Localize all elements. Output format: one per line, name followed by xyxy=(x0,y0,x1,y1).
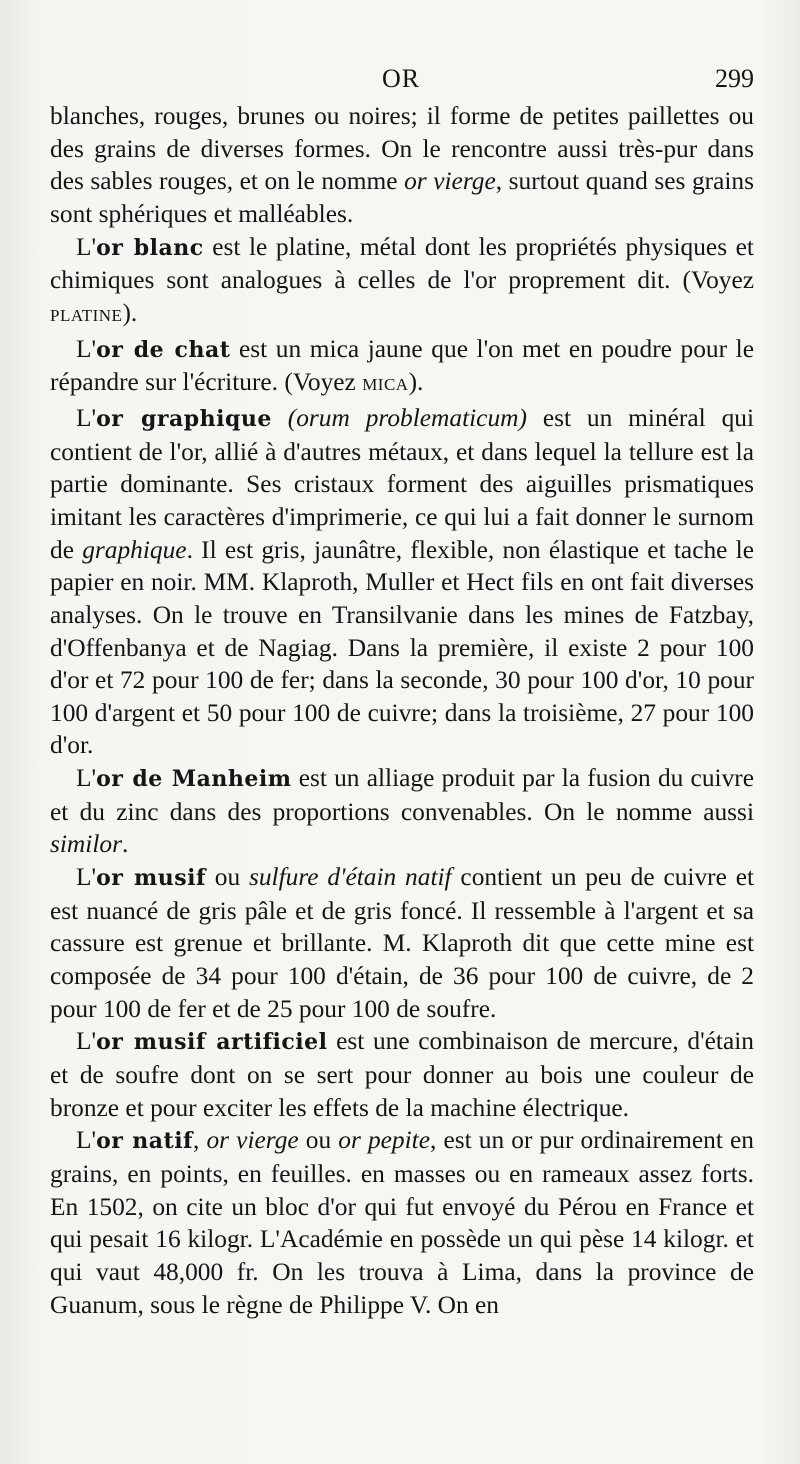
entry-term: or graphique xyxy=(96,405,272,432)
text-run xyxy=(272,404,288,432)
running-head: OR xyxy=(381,64,421,93)
body-text xyxy=(50,100,754,1321)
text-run: L' xyxy=(76,1126,97,1155)
paragraph-p4 xyxy=(50,762,754,861)
text-run: est un alliage produit par la fusion du cuivre et du zinc dans des proportions convenables. On le nomme aussi xyxy=(50,764,754,826)
text-run: ou xyxy=(298,1126,339,1155)
italic-text: or pepite xyxy=(338,1126,431,1155)
entry-term: or musif xyxy=(96,865,206,892)
paragraph-p7 xyxy=(50,1124,754,1321)
text-run: ou xyxy=(205,863,249,892)
paragraph-p2 xyxy=(50,333,754,402)
text-run: est une combinaison de mercure, d'étain et de soufre dont on se sert pour donner au bois une couleur de bronze et pour exciter les effets de la machine électrique. xyxy=(50,1027,754,1122)
cross-reference: MICA xyxy=(362,375,409,395)
text-run: L' xyxy=(76,403,97,432)
text-run: , surtout quand ses grains sont sphériques et malléables. xyxy=(50,167,755,228)
text-run: L' xyxy=(76,863,97,892)
paragraph-p0 xyxy=(50,100,754,231)
text-run: . xyxy=(121,830,129,859)
paragraph-p3 xyxy=(50,402,754,762)
italic-text: similor xyxy=(50,830,122,859)
paragraph-p5 xyxy=(50,861,754,1025)
paragraph-p6 xyxy=(50,1025,754,1124)
text-run: . Il est gris, jaunâtre, flexible, non élastique et tache le papier en noir. MM. Klaproth, Muller et Hect fils en ont fait diverses analyses. On le trouve en Transilvanie dans les mines de Fatzbay, d'Offenbanya et de Nagiag. Dans la première, il existe 2 pour 100 d'or et 72 pour 100 de fer; dans la seconde, 30 pour 100 d'or, 10 pour 100 d'argent et 50 pour 100 de cuivre; dans la troisième, 27 pour 100 d'or. xyxy=(50,535,754,760)
text-run: contient un peu de cuivre et est nuancé de gris pâle et de gris foncé. Il ressemble à l'argent et sa cassure est grenue et brillante. M. Klaproth dit que cette mine est composée de 34 pour 100 d'étain, de 36 pour 100 de cuivre, de 2 pour 100 de fer et de 25 pour 100 de soufre. xyxy=(50,863,755,1023)
cross-reference: PLATINE xyxy=(50,305,123,325)
text-run: L' xyxy=(76,334,97,363)
italic-text: or vierge xyxy=(206,1126,299,1155)
italic-text: (orum problematicum) xyxy=(287,403,527,432)
text-run: est le platine, métal dont les propriétés physiques et chimiques sont analogues à celles de l'or proprement dit. (Voyez xyxy=(50,232,754,295)
text-run: L' xyxy=(76,764,97,793)
text-run: est un minéral qui contient de l'or, allié à d'autres métaux, et dans lequel la tellure est la partie dominante. Ses cristaux forment des aiguilles prismatiques imitant les caractères d'imprimerie, ce qui lui a fait donner le surnom de xyxy=(50,403,755,564)
entry-term: or blanc xyxy=(96,234,204,261)
italic-text: or vierge xyxy=(404,167,496,196)
text-run: , est un or pur ordinairement en grains, en points, en feuilles. en masses ou en rameaux assez forts. En 1502, on cite un bloc d'or qui fut envoyé du Pérou en France et qui pesait 16 kilogr. L'Académie en possède un qui pèse 14 kilogr. et qui vaut 48,000 fr. On les trouva à Lima, dans la province de Guanum, sous le règne de Philippe V. On en xyxy=(50,1126,754,1319)
text-run: ). xyxy=(408,368,424,397)
italic-text: graphique xyxy=(82,535,187,564)
italic-text: sulfure d'étain natif xyxy=(248,863,452,892)
text-run: ). xyxy=(122,298,138,327)
entry-term: or natif xyxy=(96,1128,194,1155)
text-run: blanches, rouges, brunes ou noires; il forme de petites paillettes ou des grains de diverses formes. On le rencontre aussi très-pur dans des sables rouges, et on le nomme xyxy=(50,102,754,196)
text-run: L' xyxy=(76,1027,97,1056)
text-run: L' xyxy=(76,232,97,261)
entry-term: or de chat xyxy=(96,336,231,363)
entry-term: or de Manheim xyxy=(96,766,292,793)
paragraph-p1 xyxy=(50,231,754,333)
text-run: , xyxy=(193,1126,207,1155)
text-run: est un mica jaune que l'on met en poudre pour le répandre sur l'écriture. (Voyez xyxy=(50,334,754,397)
page-number: 299 xyxy=(715,64,754,93)
entry-term: or musif artificiel xyxy=(96,1029,328,1056)
page-header xyxy=(48,64,754,98)
